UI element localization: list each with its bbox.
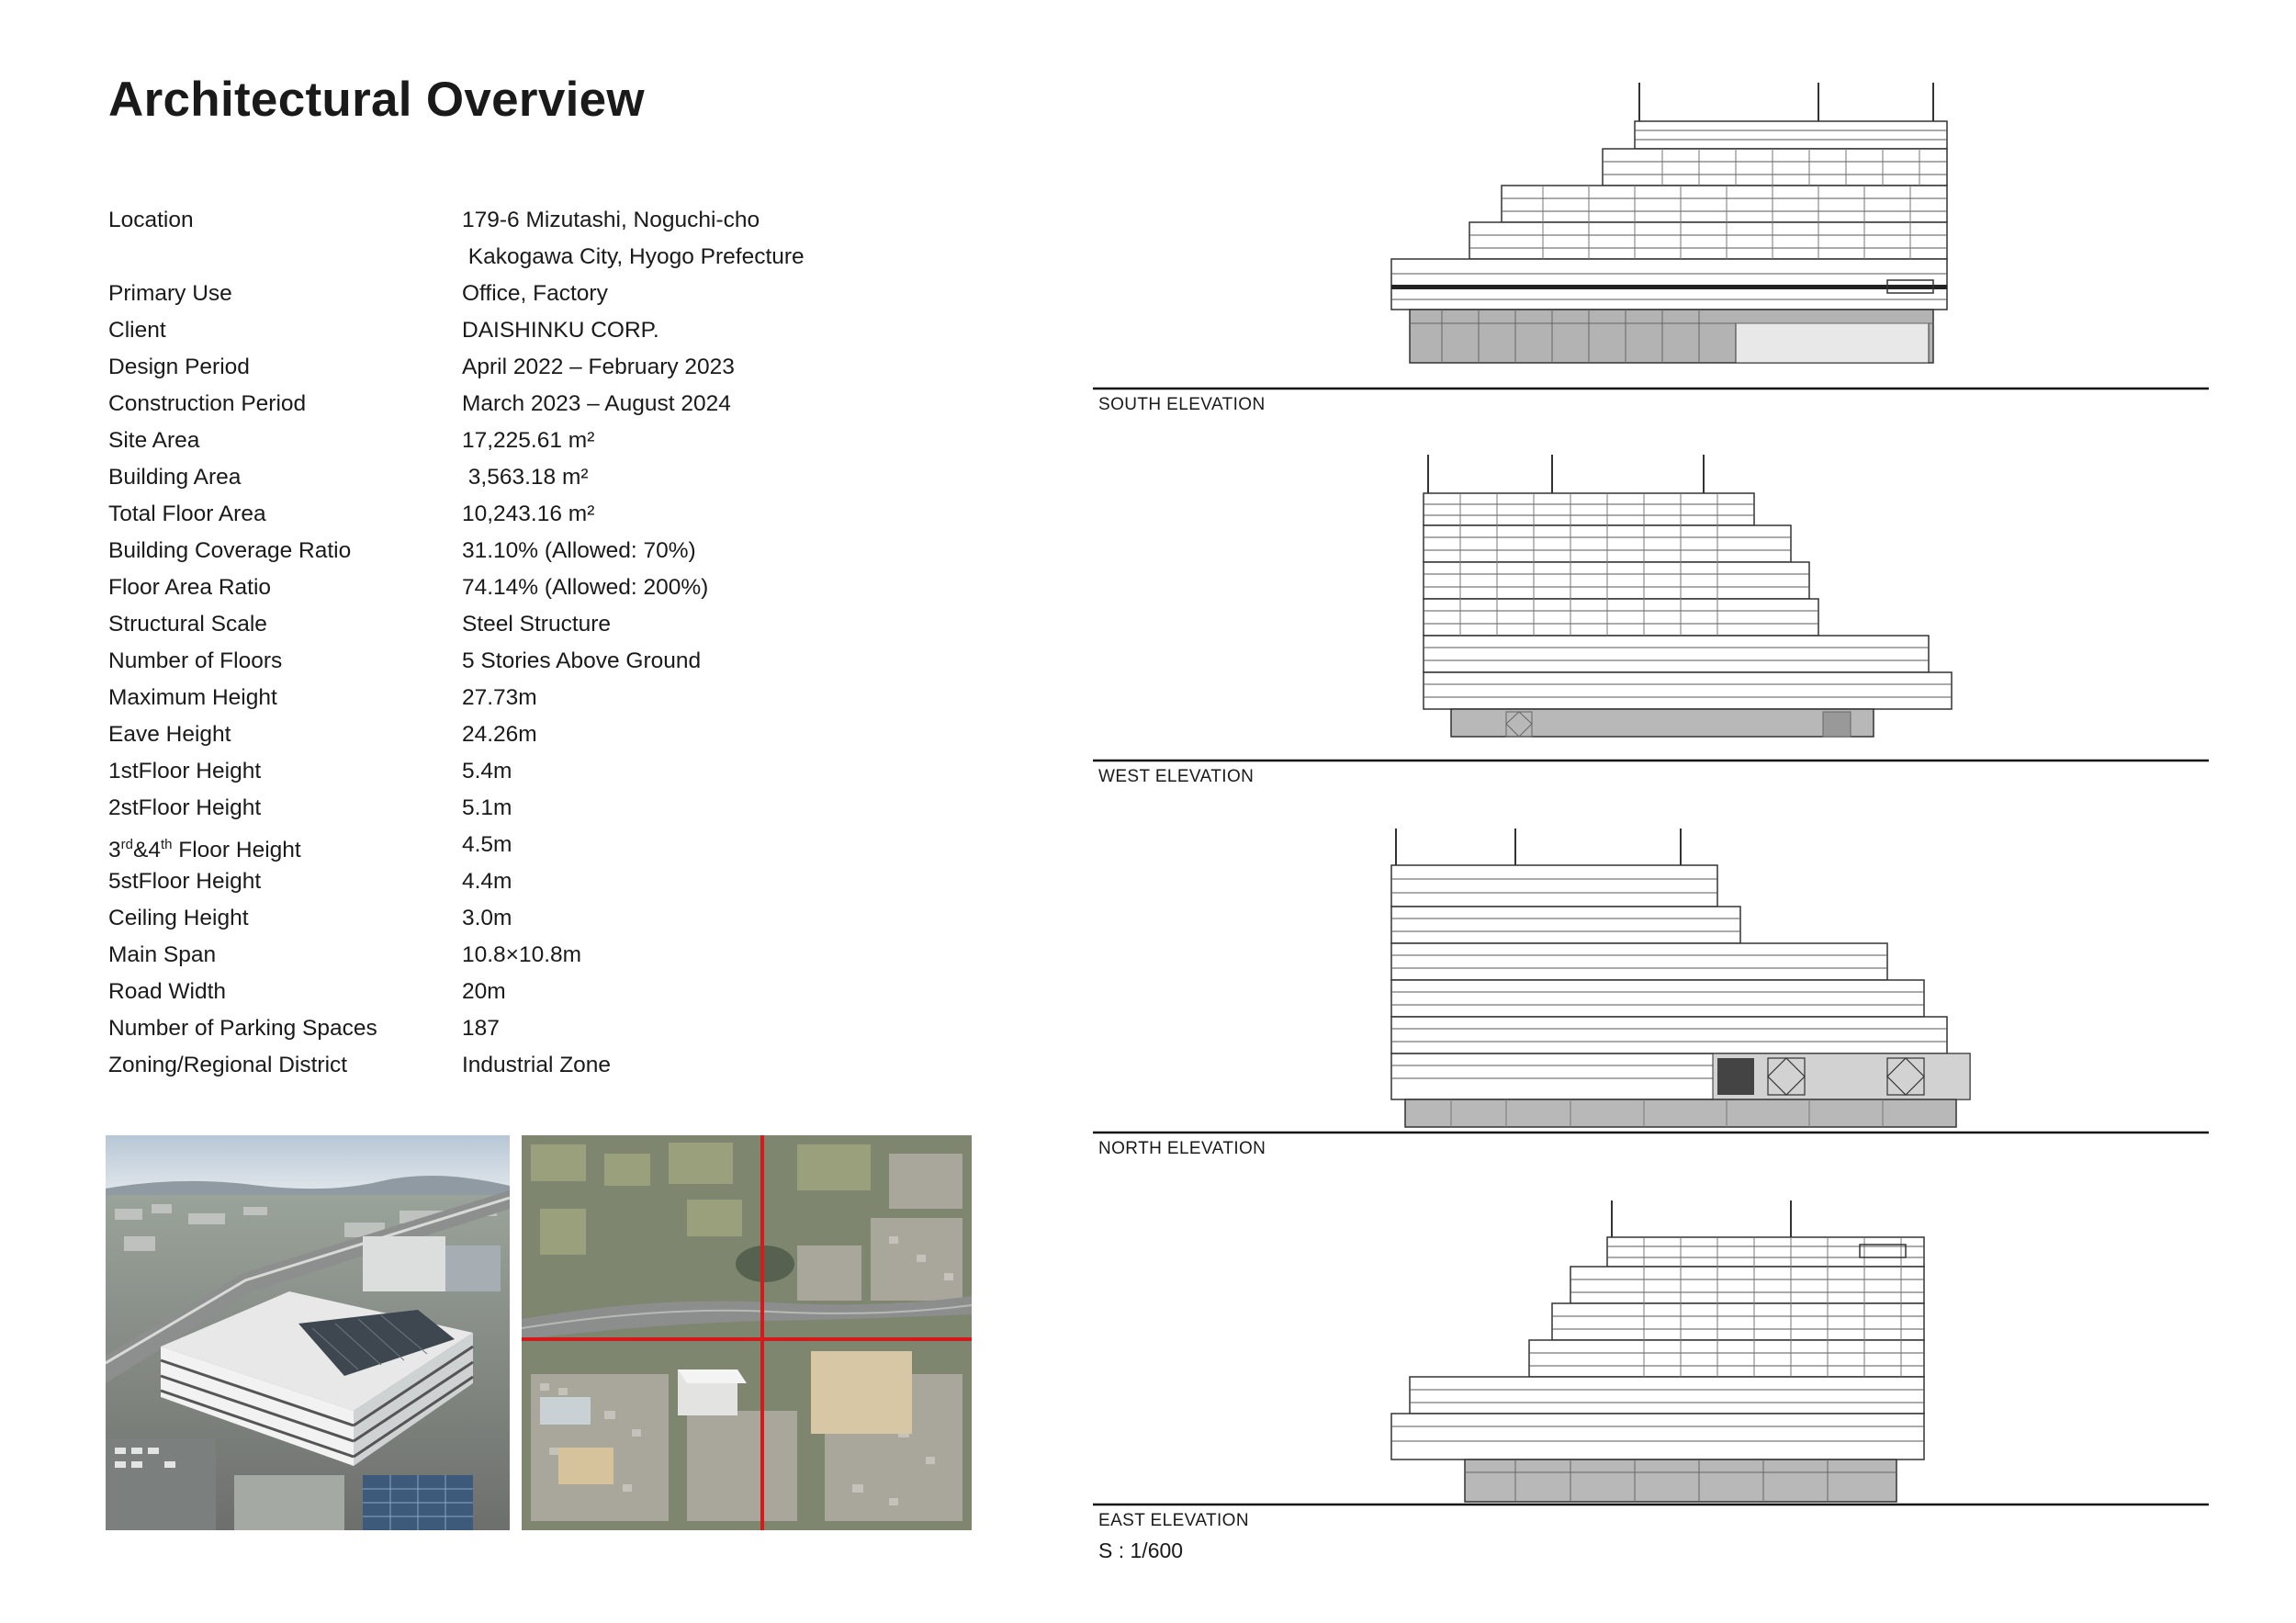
satellite-map-image [522,1135,972,1530]
spec-row [108,204,935,241]
spec-row [108,608,935,645]
satellite-map [522,1135,972,1530]
spec-row [108,1049,935,1086]
spec-value: March 2023 – August 2024 [462,391,731,416]
aerial-building-image [106,1135,510,1530]
spec-row [108,792,935,828]
north-elevation [1093,817,2209,1157]
page-title: Architectural Overview [108,73,645,127]
spec-value: 5 Stories Above Ground [462,648,702,673]
east-elevation-drawing [1093,1189,2209,1506]
spec-value: Industrial Zone [462,1053,612,1077]
aerial-building-photo [106,1135,510,1530]
spec-row [108,461,935,498]
spec-value: 17,225.61 m² [462,428,595,453]
spec-label: Main Span [108,942,217,967]
spec-label: 3rd&4th Floor Height [108,837,301,862]
spec-label: Primary Use [108,281,232,306]
spec-value: Kakogawa City, Hyogo Prefecture [462,244,805,269]
spec-value: 3.0m [462,906,512,930]
spec-value: Steel Structure [462,612,612,637]
spec-value: 10,243.16 m² [462,502,595,526]
spec-row [108,314,935,351]
spec-row [108,424,935,461]
spec-label: Total Floor Area [108,502,266,526]
spec-value: 27.73m [462,685,537,710]
spec-value: Office, Factory [462,281,608,306]
spec-label: Client [108,318,166,343]
spec-value: April 2022 – February 2023 [462,355,735,379]
spec-value: 4.5m [462,832,512,857]
spec-row [108,535,935,571]
spec-row [108,277,935,314]
spec-label: 1stFloor Height [108,759,262,783]
spec-value: 5.1m [462,795,512,820]
spec-row [108,571,935,608]
spec-value: 74.14% (Allowed: 200%) [462,575,709,600]
spec-value: 5.4m [462,759,512,783]
spec-label: Design Period [108,355,250,379]
spec-value: 179-6 Mizutashi, Noguchi-cho [462,208,760,232]
spec-row [108,755,935,792]
spec-label: Number of Floors [108,648,283,673]
spec-value: 24.26m [462,722,537,747]
spec-label: Eave Height [108,722,231,747]
elevation-label: WEST ELEVATION [1098,767,1255,786]
south-elevation-drawing [1093,73,2209,390]
spec-row [108,865,935,902]
east-elevation [1093,1189,2209,1529]
spec-table [108,204,935,1086]
spec-value: 187 [462,1016,500,1041]
elevation-label: SOUTH ELEVATION [1098,395,1266,414]
spec-row [108,645,935,682]
spec-label: Site Area [108,428,200,453]
drawing-scale: S : 1/600 [1098,1538,1184,1562]
spec-value: 20m [462,979,506,1004]
west-elevation-drawing [1093,445,2209,762]
west-elevation [1093,445,2209,785]
spec-label: Location [108,208,194,232]
spec-row [108,939,935,975]
spec-value: 10.8×10.8m [462,942,582,967]
south-elevation [1093,73,2209,413]
spec-row [108,498,935,535]
spec-row [108,241,935,277]
spec-row [108,388,935,424]
spec-label: Building Coverage Ratio [108,538,352,563]
spec-label: 5stFloor Height [108,869,262,894]
spec-value: 3,563.18 m² [462,465,589,490]
spec-row [108,682,935,718]
spec-label: Ceiling Height [108,906,249,930]
spec-value: 4.4m [462,869,512,894]
spec-row [108,351,935,388]
spec-label: Structural Scale [108,612,267,637]
spec-row [108,902,935,939]
spec-label: 2stFloor Height [108,795,262,820]
elevation-label: EAST ELEVATION [1098,1511,1249,1530]
spec-row [108,1012,935,1049]
spec-label: Construction Period [108,391,307,416]
spec-value: DAISHINKU CORP. [462,318,659,343]
spec-label: Road Width [108,979,227,1004]
spec-row [108,718,935,755]
spec-label: Building Area [108,465,242,490]
spec-label: Zoning/Regional District [108,1053,348,1077]
spec-value: 31.10% (Allowed: 70%) [462,538,696,563]
spec-row [108,828,935,865]
spec-label: Number of Parking Spaces [108,1016,377,1041]
spec-label: Floor Area Ratio [108,575,272,600]
north-elevation-drawing [1093,817,2209,1134]
elevation-label: NORTH ELEVATION [1098,1139,1266,1158]
spec-row [108,975,935,1012]
spec-label: Maximum Height [108,685,277,710]
